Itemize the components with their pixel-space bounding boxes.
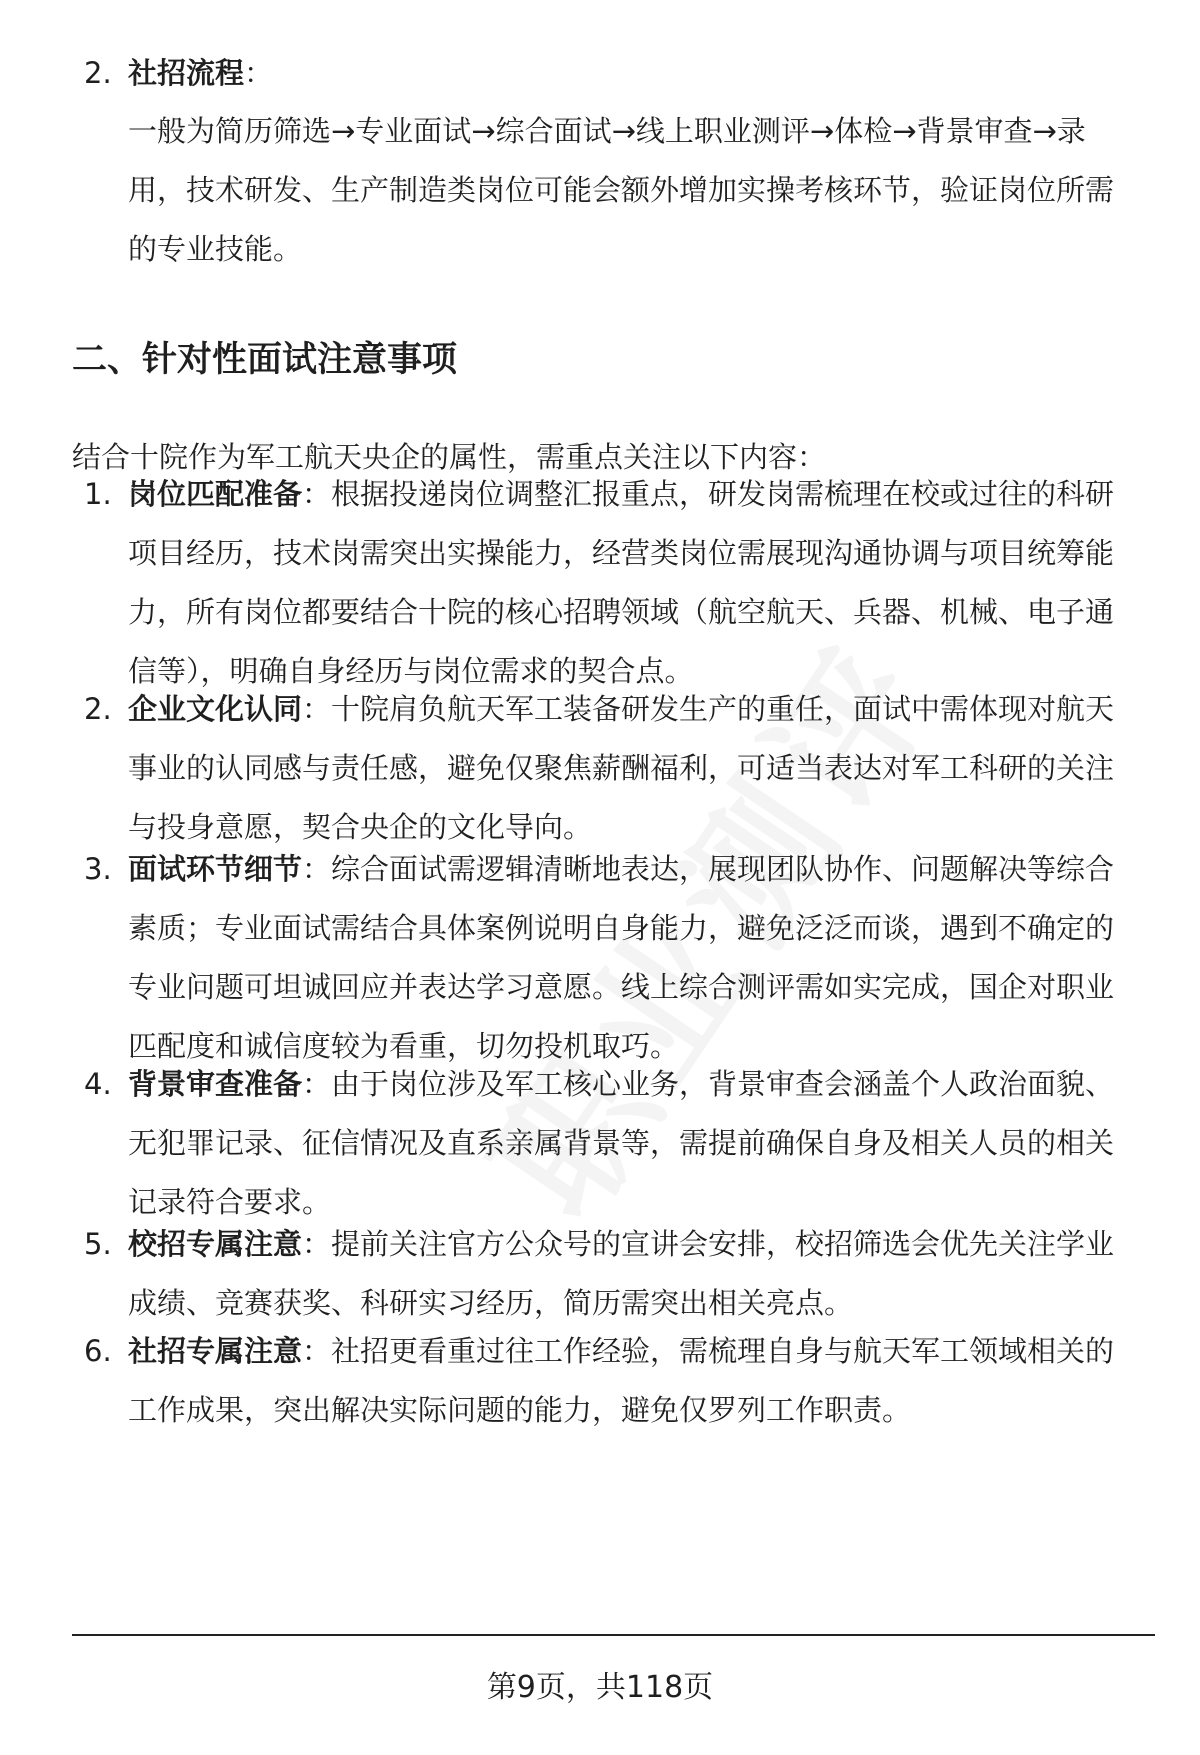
list-number: 1. [84, 477, 112, 511]
list-item-body [128, 680, 1138, 857]
list-item-text: 一般为简历筛选→专业面试→综合面试→线上职业测评→体检→背景审查→录用，技术研发、生产制造类岗位可能会额外增加实操考核环节，验证岗位所需的专业技能。 [128, 114, 1115, 266]
list-item-text: 根据投递岗位调整汇报重点，研发岗需梳理在校或过往的科研项目经历，技术岗需突出实操能力，经营类岗位需展现沟通协调与项目统筹能力，所有岗位都要结合十院的核心招聘领域（航空航天、兵器、机械、电子通信等），明确自身经历与岗位需求的契合点。 [128, 477, 1115, 688]
list-item-title: 社招流程 [128, 56, 245, 90]
list-item-body [128, 1055, 1138, 1232]
list-item-text: 十院肩负航天军工装备研发生产的重任，面试中需体现对航天事业的认同感与责任感，避免仅聚焦薪酬福利，可适当表达对军工科研的关注与投身意愿，契合央企的文化导向。 [128, 692, 1115, 844]
list-item-body [128, 1322, 1138, 1440]
list-item-separator: ： [244, 56, 274, 90]
list-item-body [128, 1215, 1138, 1333]
page-number: 第9页，共118页 [486, 1670, 714, 1705]
list-item-title: 社招专属注意 [128, 1334, 303, 1368]
list-number: 6. [84, 1334, 112, 1368]
list-item-body [128, 44, 1138, 103]
list-item-separator: ： [302, 1334, 332, 1368]
list-item-separator: ： [302, 852, 332, 886]
list-item-separator: ： [302, 692, 332, 726]
list-item-separator: ： [302, 1227, 332, 1261]
list-item-title: 岗位匹配准备 [128, 477, 303, 511]
list-item-title: 背景审查准备 [128, 1067, 303, 1101]
list-item-separator: ： [302, 477, 332, 511]
list-item-title: 面试环节细节 [128, 852, 303, 886]
footer-divider [72, 1634, 1155, 1636]
list-number: 3. [84, 852, 112, 886]
list-item-body [128, 465, 1138, 701]
list-item-text: 社招更看重过往工作经验，需梳理自身与航天军工领域相关的工作成果，突出解决实际问题的能力，避免仅罗列工作职责。 [128, 1334, 1115, 1427]
section-intro: 结合十院作为军工航天央企的属性，需重点关注以下内容： [72, 440, 827, 474]
list-item-title: 企业文化认同 [128, 692, 303, 726]
section-title: 二、针对性面试注意事项 [72, 340, 458, 380]
list-item-separator: ： [302, 1067, 332, 1101]
list-number: 5. [84, 1227, 112, 1261]
list-item-text: 综合面试需逻辑清晰地表达，展现团队协作、问题解决等综合素质；专业面试需结合具体案例说明自身能力，避免泛泛而谈，遇到不确定的专业问题可坦诚回应并表达学习意愿。线上综合测评需如实完成，国企对职业匹配度和诚信度较为看重，切勿投机取巧。 [128, 852, 1115, 1063]
list-item-text: 提前关注官方公众号的宣讲会安排，校招筛选会优先关注学业成绩、竞赛获奖、科研实习经历，简历需突出相关亮点。 [128, 1227, 1115, 1320]
list-item-text: 由于岗位涉及军工核心业务，背景审查会涵盖个人政治面貌、无犯罪记录、征信情况及直系亲属背景等，需提前确保自身及相关人员的相关记录符合要求。 [128, 1067, 1115, 1219]
list-item-body [128, 840, 1138, 1076]
list-number: 4. [84, 1067, 112, 1101]
list-number: 2. [84, 692, 112, 726]
list-item-title: 校招专属注意 [128, 1227, 303, 1261]
list-number: 2. [84, 56, 112, 90]
